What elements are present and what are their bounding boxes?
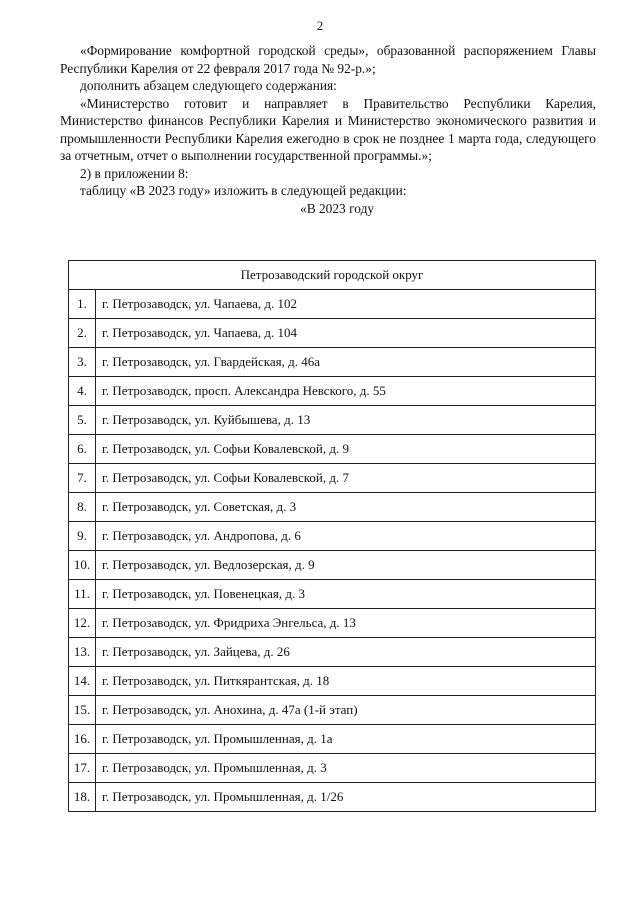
table-header-cell: Петрозаводский городской округ [69, 261, 596, 290]
row-address: г. Петрозаводск, ул. Ведлозерская, д. 9 [96, 551, 596, 580]
table-row [69, 754, 596, 783]
table-row [69, 377, 596, 406]
row-number: 8. [69, 493, 96, 522]
row-address: г. Петрозаводск, ул. Анохина, д. 47а (1-й этап) [96, 696, 596, 725]
row-address: г. Петрозаводск, ул. Гвардейская, д. 46а [96, 348, 596, 377]
table-row [69, 551, 596, 580]
document-body [60, 42, 596, 217]
table-row [69, 609, 596, 638]
row-address: г. Петрозаводск, ул. Повенецкая, д. 3 [96, 580, 596, 609]
row-number: 3. [69, 348, 96, 377]
paragraph: «Министерство готовит и направляет в Правительство Республики Карелия, Министерство финансов Республики Карелия и Министерство экономического развития и промышленности Республики Карелия ежегодно в срок не позднее 1 марта года, следующего за отчетным, отчет о выполнении государственной программы.»; [60, 95, 596, 163]
row-number: 15. [69, 696, 96, 725]
row-address: г. Петрозаводск, ул. Советская, д. 3 [96, 493, 596, 522]
table-row [69, 696, 596, 725]
table-row [69, 638, 596, 667]
row-number: 17. [69, 754, 96, 783]
row-number: 10. [69, 551, 96, 580]
table-row [69, 406, 596, 435]
table-row [69, 290, 596, 319]
row-address: г. Петрозаводск, ул. Софьи Ковалевской, д. 9 [96, 435, 596, 464]
row-number: 5. [69, 406, 96, 435]
row-number: 18. [69, 783, 96, 812]
table-header-row [69, 261, 596, 290]
row-number: 9. [69, 522, 96, 551]
paragraph: «Формирование комфортной городской среды», образованной распоряжением Главы Республики Карелия от 22 февраля 2017 года № 92-р.»; [60, 43, 596, 76]
row-address: г. Петрозаводск, ул. Промышленная, д. 1а [96, 725, 596, 754]
row-number: 14. [69, 667, 96, 696]
table-row [69, 348, 596, 377]
row-number: 16. [69, 725, 96, 754]
row-address: г. Петрозаводск, ул. Андропова, д. 6 [96, 522, 596, 551]
row-address: г. Петрозаводск, ул. Промышленная, д. 3 [96, 754, 596, 783]
row-address: г. Петрозаводск, ул. Фридриха Энгельса, д. 13 [96, 609, 596, 638]
row-number: 12. [69, 609, 96, 638]
table-row [69, 522, 596, 551]
row-address: г. Петрозаводск, ул. Питкярантская, д. 18 [96, 667, 596, 696]
row-address: г. Петрозаводск, ул. Чапаева, д. 102 [96, 290, 596, 319]
table-row [69, 667, 596, 696]
row-number: 1. [69, 290, 96, 319]
row-number: 2. [69, 319, 96, 348]
addresses-table [68, 260, 596, 812]
table-row [69, 783, 596, 812]
row-address: г. Петрозаводск, просп. Александра Невского, д. 55 [96, 377, 596, 406]
row-address: г. Петрозаводск, ул. Чапаева, д. 104 [96, 319, 596, 348]
row-number: 7. [69, 464, 96, 493]
paragraph: таблицу «В 2023 году» изложить в следующей редакции: [80, 183, 407, 198]
table-row [69, 493, 596, 522]
row-number: 11. [69, 580, 96, 609]
table-row [69, 725, 596, 754]
table-row [69, 464, 596, 493]
row-number: 13. [69, 638, 96, 667]
table-row [69, 580, 596, 609]
row-address: г. Петрозаводск, ул. Софьи Ковалевской, д. 7 [96, 464, 596, 493]
row-address: г. Петрозаводск, ул. Промышленная, д. 1/26 [96, 783, 596, 812]
table-row [69, 435, 596, 464]
table-row [69, 319, 596, 348]
page-number: 2 [316, 18, 324, 33]
table-caption: «В 2023 году [300, 200, 375, 216]
row-address: г. Петрозаводск, ул. Зайцева, д. 26 [96, 638, 596, 667]
paragraph: 2) в приложении 8: [80, 165, 189, 181]
row-number: 6. [69, 435, 96, 464]
row-number: 4. [69, 377, 96, 406]
row-address: г. Петрозаводск, ул. Куйбышева, д. 13 [96, 406, 596, 435]
paragraph: дополнить абзацем следующего содержания: [80, 78, 337, 93]
